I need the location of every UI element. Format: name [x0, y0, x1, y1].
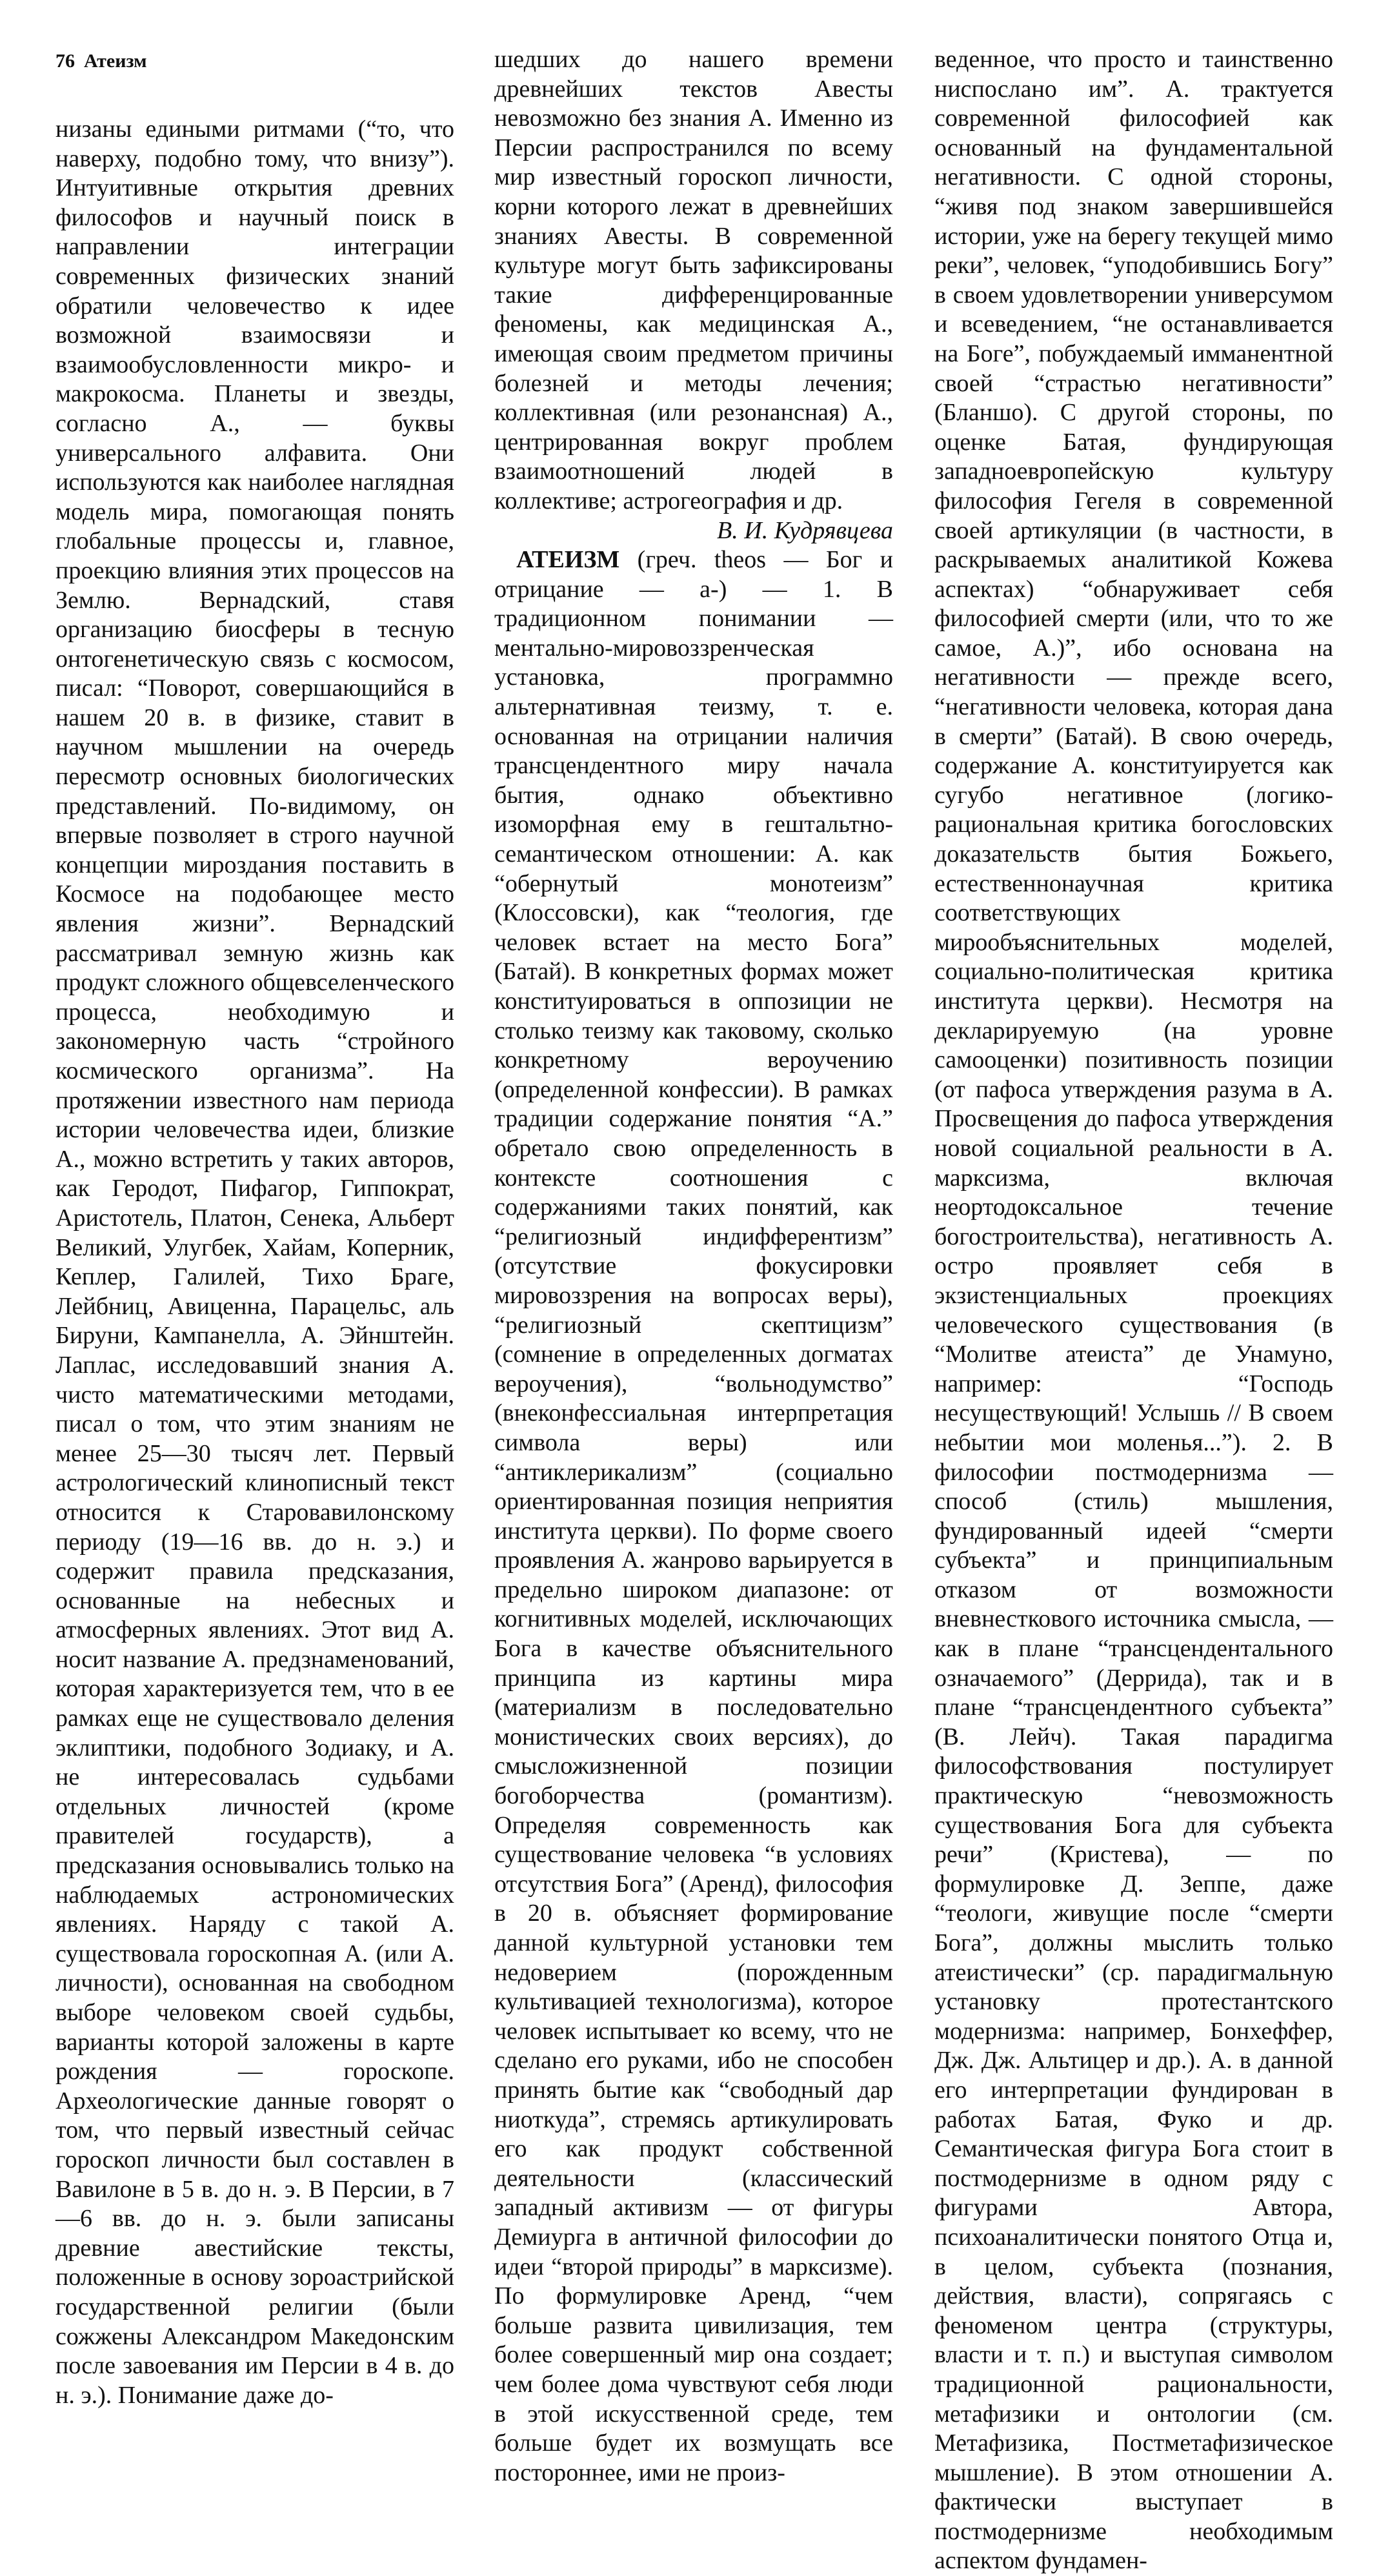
text-column-1 — [55, 115, 454, 2410]
text-column-2 — [494, 45, 893, 2488]
running-header — [55, 50, 147, 72]
running-title: Атеизм — [84, 50, 147, 72]
entry-head-word: АТЕИЗМ — [516, 546, 620, 574]
paragraph-continuation: веденное, что просто и таинственно ниспослано им”. А. трактуется современной философией как основанный на фундаментальной негативности. С одной стороны, “живя под знаком завершившейся истории, уже на берегу текущей мимо реки”, человек, “уподобившись Богу” в своем удовлетворении универсумом и всеведением, “не останавливается на Боге”, побуждаемый имманентной своей “страстью негативности” (Бланшо). С другой стороны, по оценке Батая, фундирующая западноевропейскую культуру философия Гегеля в современной своей артикуляции (в частности, в раскрываемых аналитикой Кожева аспектах) “обнаруживает себя философией смерти (или, что то же самое, А.)”, ибо основана на негативности — прежде всего, “негативности человека, которая дана в смерти” (Батай). В свою очередь, содержание А. конституируется как сугубо негативное (логико-рациональная критика богословских доказательств бытия Божьего, естественнонаучная критика соответствующих мирообъяснительных моделей, социально-политическая критика института церкви). Несмотря на декларируемую (на уровне самооценки) позитивность позиции (от пафоса утверждения разума в А. Просвещения до пафоса утверждения новой социальной реальности в А. марксизма, включая неортодоксальное течение богостроительства), негативность А. остро проявляет себя в экзистенциальных проекциях человеческого существования (в “Молитве атеиста” де Унамуно, например: “Господь несуществующий! Услышь // В своем небытии мои моленья...”). 2. В философии постмодернизма — способ (стиль) мышления, фундированный идеей “смерти субъекта” и принципиальным отказом от возможности вневнесткового источника смысла, — как в плане “трансцендентального означаемого” (Деррида), так и в плане “трансцендентного субъекта” (В. Лейч). Такая парадигма философствования постулирует практическую “невозможность существования Бога для субъекта речи” (Кристева), — по формулировке Д. Зеппе, даже “теологи, живущие после “смерти Бога”, должны мыслить только атеистически” (ср. парадигмальную установку протестантского модернизма: например, Бонхеффер, Дж. Дж. Альтицер и др.). А. в данной его интерпретации фундирован в работах Батая, Фуко и др. Семантическая фигура Бога стоит в постмодернизме в одном ряду с фигурами Автора, психоаналитически понятого Отца и, в целом, субъекта (познания, действия, власти), сопрягаясь с феноменом центра (структуры, власти и т. п.) и выступая символом традиционной рациональности, метафизики и онтологии (см. Метафизика, Постметафизическое мышление). В этом отношении А. фактически выступает в постмодернизме необходимым аспектом фундамен- — [934, 46, 1333, 2575]
text-column-3 — [934, 45, 1333, 2576]
author-signature: В. И. Кудрявцева — [717, 516, 893, 544]
entry-atheism — [494, 545, 893, 2488]
page-number: 76 — [55, 50, 75, 72]
paragraph-continuation: низаны едиными ритмами (“то, что наверху, подобно тому, что внизу”). Интуитивные открытия древних философов и научный поиск в направлении интеграции современных физических знаний обратили человечество к идее возможной взаимосвязи и взаимообусловленности микро- и макрокосма. Планеты и звезды, согласно А., — буквы универсального алфавита. Они используются как наиболее наглядная модель мира, помогающая понять глобальные процессы и, главное, проекцию влияния этих процессов на Землю. Вернадский, ставя организацию биосферы в тесную онтогенетическую связь с космосом, писал: “Поворот, совершающийся в нашем 20 в. в физике, ставит в научном мышлении на очередь пересмотр основных биологических представлений. По-видимому, он впервые позволяет в строго научной концепции мироздания поставить в Космосе на подобающее место явления жизни”. Вернадский рассматривал земную жизнь как продукт сложного общевселенческого процесса, необходимую и закономерную часть “стройного космического организма”. На протяжении известного нам периода истории человечества идеи, близкие А., можно встретить у таких авторов, как Геродот, Пифагор, Гиппократ, Аристотель, Платон, Сенека, Альберт Великий, Улугбек, Хайам, Коперник, Кеплер, Галилей, Тихо Браге, Лейбниц, Авиценна, Парацельс, аль Бируни, Кампанелла, А. Эйнштейн. Лаплас, исследовавший знания А. чисто математическими методами, писал о том, что этим знаниям не менее 25—30 тысяч лет. Первый астрологический клинописный текст относится к Старовавилонскому периоду (19—16 вв. до н. э.) и содержит правила предсказания, основанные на небесных и атмосферных явлениях. Этот вид А. носит название А. предзнаменований, которая характеризуется тем, что в ее рамках еще не существовало деления эклиптики, подобного Зодиаку, и А. не интересовалась судьбами отдельных личностей (кроме правителей государств), а предсказания основывались только на наблюдаемых астрономических явлениях. Наряду с такой А. существовала гороскопная А. (или А. личности), основанная на свободном выборе человеком своей судьбы, варианты которой заложены в карте рождения — гороскопе. Археологические данные говорят о том, что первый известный сейчас гороскоп личности был составлен в Вавилоне в 5 в. до н. э. В Персии, в 7—6 вв. до н. э. были записаны древние авестийские тексты, положенные в основу зороастрийской государственной религии (были сожжены Александром Македонским после завоевания им Персии в 4 в. до н. э.). Понимание даже до- — [55, 116, 454, 2409]
paragraph-continuation: шедших до нашего времени древнейших текстов Авесты невозможно без знания А. Именно из Персии распространился по всему мир известный гороскоп личности, корни которого лежат в древнейших знаниях Авесты. В современной культуре могут быть зафиксированы такие дифференцированные феномены, как медицинская А., имеющая своим предметом причины болезней и методы лечения; коллективная (или резонансная) А., центрированная вокруг проблем взаимоотношений людей в коллективе; астрогеография и др. — [494, 46, 893, 514]
entry-body: (греч. theos — Бог и отрицание — а-) — 1. В традиционном понимании — ментально-мировоззренческая установка, программно альтернативная теизму, т. е. основанная на отрицании наличия трансцендентного миру начала бытия, однако объективно изоморфная ему в гештальтно-семантическом отношении: А. как “обернутый монотеизм” (Клоссовски), как “теология, где человек встает на место Бога” (Батай). В конкретных формах может конституироваться в оппозиции не столько теизму как таковому, сколько конкретному вероучению (определенной конфессии). В рамках традиции содержание понятия “А.” обретало свою определенность в контексте соотношения с содержаниями таких понятий, как “религиозный индифферентизм” (отсутствие фокусировки мировоззрения на вопросах веры), “религиозный скептицизм” (сомнение в определенных догматах вероучения), “вольнодумство” (внеконфессиальная интерпретация символа веры) или “антиклерикализм” (социально ориентированная позиция неприятия института церкви). По форме своего проявления А. жанрово варьируется в предельно широком диапазоне: от когнитивных моделей, исключающих Бога в качестве объяснительного принципа из картины мира (материализм в последовательно монистических своих версиях), до смысложизненной позиции богоборчества (романтизм). Определяя современность как существование человека “в условиях отсутствия Бога” (Аренд), философия в 20 в. объясняет формирование данной культурной установки тем недоверием (порожденным культивацией технологизма), которое человек испытывает ко всему, что не сделано его руками, ибо не способен принять бытие как “свободный дар ниоткуда”, стремясь артикулировать его как продукт собственной деятельности (классический западный активизм — от фигуры Демиурга в античной философии до идеи “второй природы” в марксизме). По формулировке Аренд, “чем больше развита цивилизация, тем более совершенный мир она создает; чем более дома чувствуют себя люди в этой искусственной среде, тем больше будет их возмущать все постороннее, ими не произ- — [494, 546, 893, 2486]
